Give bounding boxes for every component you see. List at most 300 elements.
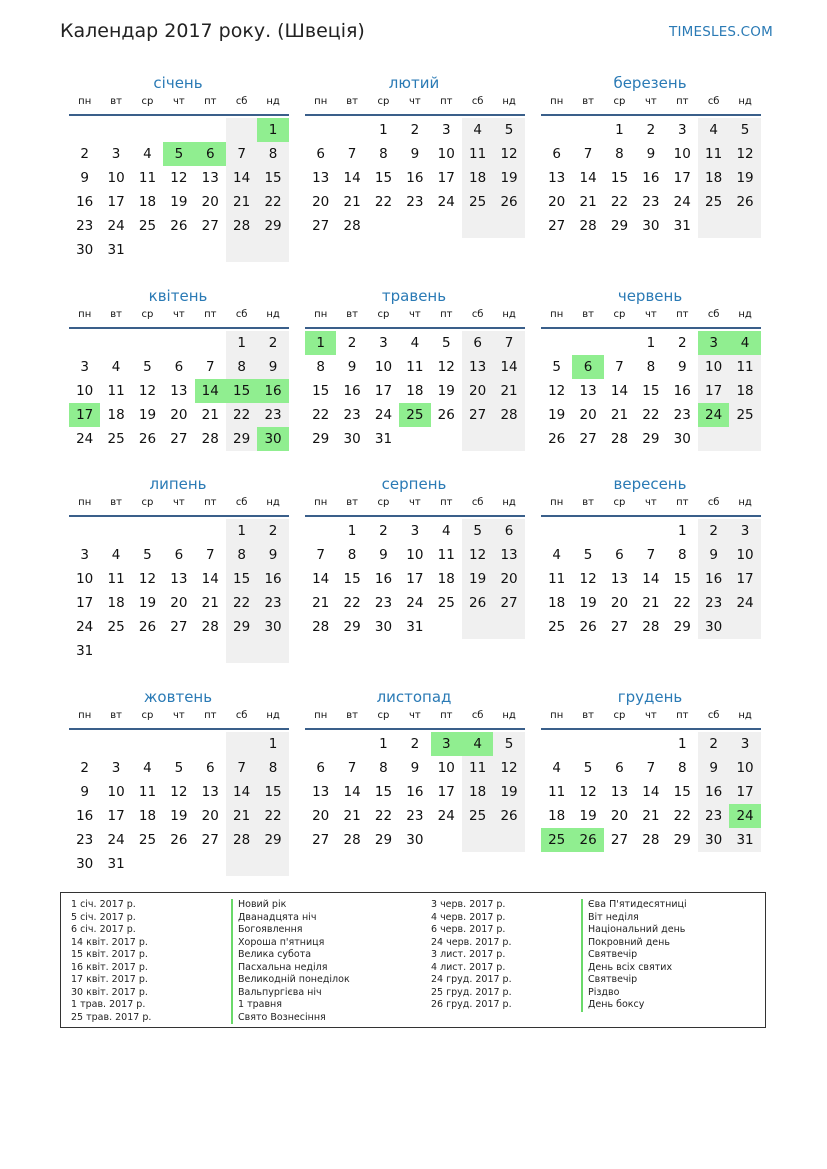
- day-cell: 3: [410, 523, 420, 539]
- day-cell: 29: [673, 832, 691, 848]
- weekday-header: нд: [738, 309, 752, 320]
- day-cell: 4: [729, 331, 760, 355]
- header-rule: [305, 728, 525, 730]
- day-cell: 24: [698, 403, 729, 427]
- day-cell: 19: [579, 595, 597, 611]
- day-cell: 24: [673, 194, 691, 210]
- weekday-header: пн: [314, 710, 328, 721]
- day-cell: 9: [646, 146, 656, 162]
- day-cell: 7: [347, 146, 357, 162]
- month-name: листопад: [376, 688, 452, 706]
- day-cell: 7: [347, 760, 357, 776]
- day-cell: 14: [610, 383, 629, 399]
- day-cell: 17: [76, 595, 94, 611]
- empty-cell: [132, 639, 163, 663]
- day-cell: 21: [343, 808, 361, 824]
- weekday-header: чт: [645, 309, 657, 320]
- day-cell: 28: [312, 619, 330, 635]
- weekday-header: сб: [707, 497, 720, 508]
- empty-cell: [226, 639, 257, 663]
- month-grid: [305, 708, 525, 852]
- day-cell: 10: [406, 547, 424, 563]
- empty-cell: [163, 118, 194, 142]
- day-cell: 16: [642, 170, 660, 186]
- day-cell: 31: [107, 242, 125, 258]
- day-cell: 9: [347, 359, 357, 375]
- empty-cell: [100, 519, 131, 543]
- day-cell: 28: [201, 431, 219, 447]
- weekday-header: нд: [738, 96, 752, 107]
- month-5: [303, 285, 525, 451]
- day-cell: 1: [226, 519, 257, 543]
- header-rule: [69, 114, 289, 116]
- day-cell: 3: [431, 732, 462, 756]
- weekday-header: нд: [266, 710, 280, 721]
- empty-cell: [541, 519, 572, 543]
- day-cell: 28: [642, 619, 660, 635]
- day-cell: 4: [143, 760, 152, 776]
- day-cell: 16: [406, 170, 424, 186]
- weekday-header: пн: [314, 96, 328, 107]
- site-link[interactable]: TIMESLES.COM: [669, 24, 773, 40]
- day-cell: 8: [316, 359, 325, 375]
- weekday-header: ср: [377, 710, 390, 721]
- day-cell: 23: [76, 218, 94, 234]
- empty-cell: [163, 639, 194, 663]
- legend-holiday-name: Новий рік: [231, 899, 350, 912]
- header-rule: [69, 327, 289, 329]
- day-cell: 20: [170, 407, 188, 423]
- day-cell: 25: [107, 619, 125, 635]
- day-cell: 2: [677, 335, 687, 351]
- day-cell: 10: [374, 359, 393, 375]
- empty-cell: [729, 615, 760, 639]
- weekday-header: пт: [440, 497, 453, 508]
- month-11: [303, 686, 525, 852]
- empty-cell: [132, 118, 163, 142]
- day-cell: 30: [698, 615, 729, 639]
- weekday-header: сб: [707, 710, 720, 721]
- day-cell: 4: [552, 760, 561, 776]
- day-cell: 30: [257, 427, 288, 451]
- day-cell: 20: [462, 379, 493, 403]
- day-cell: 23: [257, 591, 288, 615]
- day-cell: 12: [729, 142, 760, 166]
- weekday-header: ср: [613, 96, 626, 107]
- empty-cell: [729, 427, 760, 451]
- day-cell: 29: [673, 619, 691, 635]
- day-cell: 19: [579, 808, 597, 824]
- legend-names-column-2: [581, 899, 687, 1012]
- day-cell: 27: [548, 218, 566, 234]
- day-cell: 11: [729, 355, 760, 379]
- day-cell: 12: [138, 571, 157, 587]
- legend-date: 4 черв. 2017 р.: [431, 911, 506, 923]
- day-cell: 24: [406, 595, 424, 611]
- day-cell: 21: [579, 194, 597, 210]
- weekday-header: чт: [173, 710, 185, 721]
- weekday-header: пн: [78, 309, 92, 320]
- day-cell: 2: [646, 122, 656, 138]
- day-cell: 22: [226, 403, 257, 427]
- day-cell: 1: [305, 331, 336, 355]
- day-cell: 16: [406, 784, 424, 800]
- weekday-header: пн: [314, 309, 328, 320]
- legend-date: 26 груд. 2017 р.: [431, 999, 512, 1011]
- day-cell: 26: [138, 619, 157, 635]
- empty-cell: [132, 732, 163, 756]
- day-cell: 3: [729, 732, 760, 756]
- weekday-header: пт: [204, 96, 217, 107]
- day-cell: 24: [107, 832, 125, 848]
- day-cell: 25: [138, 832, 157, 848]
- day-cell: 16: [76, 808, 94, 824]
- day-cell: 3: [111, 146, 121, 162]
- day-cell: 27: [579, 431, 597, 447]
- day-cell: 5: [583, 760, 593, 776]
- day-cell: 20: [312, 808, 330, 824]
- day-cell: 15: [226, 567, 257, 591]
- day-cell: 26: [437, 407, 455, 423]
- day-cell: 3: [677, 122, 687, 138]
- legend-holiday-name: Велика субота: [231, 949, 350, 962]
- legend-holiday-name: Покровний день: [581, 937, 687, 950]
- empty-cell: [635, 732, 666, 756]
- month-grid: [305, 307, 525, 451]
- day-cell: 1: [646, 335, 656, 351]
- day-cell: 8: [646, 359, 656, 375]
- day-cell: 21: [493, 379, 524, 403]
- day-cell: 22: [673, 808, 691, 824]
- day-cell: 2: [347, 335, 357, 351]
- empty-cell: [493, 828, 524, 852]
- day-cell: 9: [698, 543, 729, 567]
- day-cell: 17: [406, 571, 424, 587]
- day-cell: 30: [76, 242, 94, 258]
- weekday-header: вт: [110, 497, 122, 508]
- day-cell: 27: [312, 218, 330, 234]
- day-cell: 24: [374, 407, 393, 423]
- day-cell: 2: [410, 122, 420, 138]
- day-cell: 25: [107, 431, 125, 447]
- weekday-header: нд: [266, 96, 280, 107]
- day-cell: 7: [226, 756, 257, 780]
- day-cell: 3: [80, 359, 89, 375]
- month-name: грудень: [617, 688, 683, 706]
- day-cell: 13: [610, 784, 629, 800]
- month-name: червень: [617, 287, 683, 305]
- day-cell: 22: [257, 804, 288, 828]
- month-3: [539, 72, 761, 238]
- weekday-header: ср: [141, 710, 154, 721]
- day-cell: 12: [170, 784, 188, 800]
- empty-cell: [604, 331, 635, 355]
- empty-cell: [100, 639, 131, 663]
- weekday-header: пн: [550, 710, 564, 721]
- day-cell: 24: [729, 591, 760, 615]
- day-cell: 1: [347, 523, 357, 539]
- day-cell: 30: [698, 828, 729, 852]
- day-cell: 17: [673, 170, 691, 186]
- day-cell: 18: [107, 407, 125, 423]
- day-cell: 2: [257, 331, 288, 355]
- day-cell: 16: [343, 383, 361, 399]
- month-name: лютий: [388, 74, 440, 92]
- day-cell: 25: [462, 190, 493, 214]
- day-cell: 29: [642, 431, 660, 447]
- weekday-header: пн: [314, 497, 328, 508]
- month-2: [303, 72, 525, 238]
- day-cell: 20: [548, 194, 566, 210]
- day-cell: 22: [610, 194, 629, 210]
- day-cell: 6: [493, 519, 524, 543]
- empty-cell: [195, 519, 226, 543]
- day-cell: 1: [677, 523, 687, 539]
- day-cell: 6: [174, 547, 184, 563]
- day-cell: 8: [257, 142, 288, 166]
- day-cell: 6: [205, 760, 215, 776]
- day-cell: 19: [437, 383, 455, 399]
- day-cell: 6: [572, 355, 603, 379]
- day-cell: 1: [257, 118, 288, 142]
- day-cell: 13: [170, 571, 188, 587]
- day-cell: 26: [729, 190, 760, 214]
- day-cell: 23: [698, 591, 729, 615]
- day-cell: 14: [343, 170, 361, 186]
- day-cell: 10: [437, 760, 455, 776]
- day-cell: 5: [493, 118, 524, 142]
- day-cell: 23: [673, 407, 691, 423]
- day-cell: 9: [257, 355, 288, 379]
- day-cell: 14: [195, 379, 226, 403]
- empty-cell: [226, 732, 257, 756]
- weekday-header: пт: [676, 96, 689, 107]
- day-cell: 24: [437, 194, 455, 210]
- day-cell: 6: [552, 146, 561, 162]
- day-cell: 6: [316, 760, 325, 776]
- header-rule: [541, 515, 761, 517]
- day-cell: 29: [226, 615, 257, 639]
- weekday-header: чт: [409, 96, 421, 107]
- weekday-header: нд: [502, 497, 516, 508]
- day-cell: 20: [493, 567, 524, 591]
- day-cell: 18: [437, 571, 455, 587]
- day-cell: 11: [138, 170, 157, 186]
- empty-cell: [132, 519, 163, 543]
- weekday-header: пн: [550, 309, 564, 320]
- day-cell: 5: [493, 732, 524, 756]
- weekday-header: чт: [409, 309, 421, 320]
- day-cell: 25: [399, 403, 430, 427]
- day-cell: 29: [374, 832, 393, 848]
- day-cell: 14: [226, 166, 257, 190]
- month-name: березень: [613, 74, 687, 92]
- weekday-header: ср: [377, 96, 390, 107]
- weekday-header: нд: [266, 497, 280, 508]
- month-grid: [69, 94, 289, 262]
- day-cell: 13: [201, 784, 219, 800]
- day-cell: 22: [312, 407, 330, 423]
- day-cell: 18: [698, 166, 729, 190]
- day-cell: 13: [312, 784, 330, 800]
- day-cell: 6: [195, 142, 226, 166]
- day-cell: 26: [579, 619, 597, 635]
- day-cell: 28: [493, 403, 524, 427]
- day-cell: 16: [374, 571, 393, 587]
- day-cell: 18: [138, 808, 157, 824]
- empty-cell: [541, 118, 572, 142]
- day-cell: 26: [170, 832, 188, 848]
- day-cell: 3: [698, 331, 729, 355]
- legend-holiday-name: День всіх святих: [581, 962, 687, 975]
- empty-cell: [462, 427, 493, 451]
- day-cell: 25: [729, 403, 760, 427]
- day-cell: 1: [677, 736, 687, 752]
- day-cell: 29: [257, 828, 288, 852]
- empty-cell: [195, 732, 226, 756]
- day-cell: 18: [548, 808, 566, 824]
- day-cell: 28: [201, 619, 219, 635]
- day-cell: 31: [107, 856, 125, 872]
- weekday-header: пн: [78, 497, 92, 508]
- day-cell: 2: [257, 519, 288, 543]
- legend-date: 30 квіт. 2017 р.: [71, 986, 148, 998]
- empty-cell: [226, 238, 257, 262]
- empty-cell: [462, 615, 493, 639]
- holiday-legend: [60, 892, 766, 1028]
- day-cell: 18: [729, 379, 760, 403]
- day-cell: 19: [493, 780, 524, 804]
- legend-date: 24 черв. 2017 р.: [431, 936, 512, 948]
- weekday-header: пт: [440, 710, 453, 721]
- day-cell: 15: [642, 383, 660, 399]
- weekday-header: пт: [440, 96, 453, 107]
- day-cell: 28: [610, 431, 629, 447]
- day-cell: 26: [462, 591, 493, 615]
- day-cell: 1: [379, 122, 388, 138]
- weekday-header: вт: [110, 710, 122, 721]
- day-cell: 10: [76, 383, 94, 399]
- empty-cell: [635, 519, 666, 543]
- day-cell: 7: [615, 359, 624, 375]
- day-cell: 28: [343, 832, 361, 848]
- legend-holiday-name: Вальпургієва ніч: [231, 987, 350, 1000]
- day-cell: 13: [610, 571, 629, 587]
- day-cell: 10: [107, 170, 125, 186]
- day-cell: 30: [374, 619, 393, 635]
- day-cell: 5: [143, 547, 152, 563]
- weekday-header: чт: [409, 497, 421, 508]
- day-cell: 15: [374, 170, 393, 186]
- legend-holiday-name: День боксу: [581, 999, 687, 1012]
- day-cell: 9: [698, 756, 729, 780]
- day-cell: 29: [610, 218, 629, 234]
- weekday-header: сб: [471, 497, 484, 508]
- day-cell: 27: [170, 431, 188, 447]
- day-cell: 9: [410, 760, 420, 776]
- day-cell: 26: [170, 218, 188, 234]
- day-cell: 13: [548, 170, 566, 186]
- weekday-header: пн: [550, 96, 564, 107]
- empty-cell: [431, 427, 462, 451]
- day-cell: 23: [257, 403, 288, 427]
- month-name: квітень: [148, 287, 208, 305]
- month-name: липень: [149, 475, 207, 493]
- day-cell: 27: [610, 832, 629, 848]
- day-cell: 14: [493, 355, 524, 379]
- day-cell: 8: [677, 547, 687, 563]
- day-cell: 20: [579, 407, 597, 423]
- day-cell: 29: [257, 214, 288, 238]
- day-cell: 23: [343, 407, 361, 423]
- day-cell: 18: [406, 383, 424, 399]
- legend-holiday-name: Великодній понеділок: [231, 974, 350, 987]
- legend-date: 25 трав. 2017 р.: [71, 1011, 152, 1023]
- month-9: [539, 473, 761, 639]
- weekday-header: ср: [613, 309, 626, 320]
- day-cell: 29: [343, 619, 361, 635]
- legend-date: 1 трав. 2017 р.: [71, 999, 146, 1011]
- month-name: вересень: [613, 475, 687, 493]
- day-cell: 20: [201, 808, 219, 824]
- day-cell: 31: [374, 431, 393, 447]
- day-cell: 19: [462, 567, 493, 591]
- day-cell: 4: [462, 732, 493, 756]
- day-cell: 29: [312, 431, 330, 447]
- day-cell: 5: [583, 547, 593, 563]
- header-rule: [69, 515, 289, 517]
- weekday-header: ср: [613, 710, 626, 721]
- weekday-header: пт: [204, 309, 217, 320]
- day-cell: 17: [729, 567, 760, 591]
- day-cell: 1: [379, 736, 388, 752]
- empty-cell: [604, 732, 635, 756]
- empty-cell: [163, 732, 194, 756]
- day-cell: 28: [642, 832, 660, 848]
- day-cell: 30: [642, 218, 660, 234]
- day-cell: 27: [610, 619, 629, 635]
- day-cell: 22: [226, 591, 257, 615]
- day-cell: 3: [441, 122, 451, 138]
- day-cell: 20: [312, 194, 330, 210]
- day-cell: 6: [174, 359, 184, 375]
- day-cell: 10: [76, 571, 94, 587]
- day-cell: 27: [201, 832, 219, 848]
- day-cell: 10: [729, 756, 760, 780]
- weekday-header: сб: [471, 710, 484, 721]
- weekday-header: пт: [676, 710, 689, 721]
- legend-names-column-1: [231, 899, 350, 1024]
- day-cell: 22: [642, 407, 660, 423]
- month-grid: [69, 495, 289, 663]
- day-cell: 18: [138, 194, 157, 210]
- header-rule: [305, 114, 525, 116]
- day-cell: 2: [80, 760, 89, 776]
- empty-cell: [69, 118, 100, 142]
- day-cell: 24: [437, 808, 455, 824]
- weekday-header: сб: [471, 309, 484, 320]
- legend-holiday-name: Хороша п'ятниця: [231, 937, 350, 950]
- empty-cell: [729, 214, 760, 238]
- month-grid: [541, 708, 761, 852]
- day-cell: 17: [69, 403, 100, 427]
- empty-cell: [163, 331, 194, 355]
- empty-cell: [604, 519, 635, 543]
- day-cell: 19: [170, 808, 188, 824]
- weekday-header: чт: [173, 96, 185, 107]
- day-cell: 18: [462, 166, 493, 190]
- month-grid: [541, 307, 761, 451]
